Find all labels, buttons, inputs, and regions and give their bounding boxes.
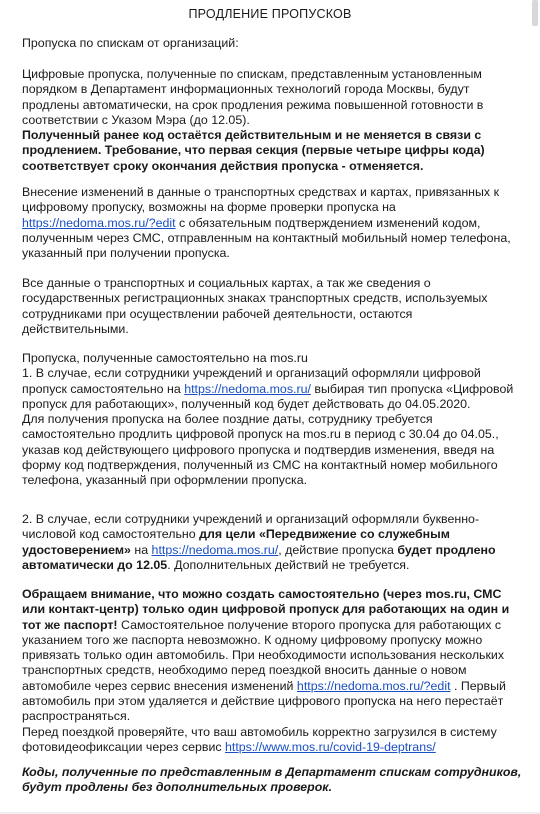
final-note — [22, 765, 522, 796]
paragraph-text: Для получения пропуска на более поздние даты, сотруднику требуется самостоятельно продлить цифровой пропуск на mos.ru в период с 30.04 до 04.05., указав код действующего цифрового пропуска и подтвердив изменения, введя на форму код подтверждения, полученный из СМС на контактный номер мобильного телефона, указанный при оформлении пропуска. — [22, 412, 499, 488]
section-self-passes — [22, 351, 522, 489]
bold-text: для цели «Передвижение со служебным удостоверением» — [22, 527, 450, 557]
paragraph — [22, 512, 522, 573]
deptrans-link[interactable]: https://www.mos.ru/covid-19-deptrans/ — [225, 739, 436, 754]
paragraph-text: выбирая тип пропуска «Цифровой пропуск для работающих», полученный код будет действовать до 04.05.2020. — [22, 381, 514, 411]
paragraph-text: с обязательным подтверждением изменений кодом, полученным через СМС, отправленным на контактный мобильный номер телефона, указанный при получении пропуска. — [22, 215, 511, 261]
nedoma-link[interactable]: https://nedoma.mos.ru/ — [151, 542, 279, 557]
paragraph — [22, 67, 522, 128]
bold-text: будет продлено автоматически до 12.05 — [22, 542, 496, 572]
paragraph — [22, 185, 522, 261]
page-title: ПРОДЛЕНИЕ ПРОПУСКОВ — [188, 7, 352, 21]
section-list-passes — [22, 36, 522, 51]
paragraph-text: Самостоятельное получение второго пропуска для работающих с указанием того же паспорта невозможно. К одному цифровому пропуску можно привязать только один автомобиль. При необходимости использования нескольких транспортных средств, необходимо перед поездкой вносить данные о новом автомобиле через сервис внесения изменений — [22, 617, 505, 693]
paragraph-text: Внесение изменений в данные о транспортных средствах и картах, привязанных к цифровому пропуску, возможны на форме проверки пропуска на — [22, 185, 499, 215]
bold-text: Полученный ранее код остаётся действительным и не меняется в связи с продлением. Требование, что первая секция (первые четыре цифры кода) соответствует сроку окончания действия пропуска - отменяется. — [22, 128, 485, 173]
nedoma-link[interactable]: https://nedoma.mos.ru/ — [184, 381, 311, 396]
edit-link[interactable]: https://nedoma.mos.ru/?edit — [22, 215, 176, 230]
edit-link[interactable]: https://nedoma.mos.ru/?edit — [296, 678, 451, 693]
paragraph-text: на — [130, 542, 152, 557]
paragraph-text: 1. В случае, если сотрудники учреждений и организаций оформляли цифровой пропуск самостоятельно на — [22, 366, 481, 396]
paragraph-text: Цифровые пропуска, полученные по спискам, представленным установленным порядком в Департамент информационных технологий города Москвы, будут продлены автоматически, на срок продления режима повышенной готовности в соответствии с Указом Мэра (до 12.05). — [22, 67, 484, 127]
paragraph-text: Перед поездкой проверяйте, что ваш автомобиль корректно загрузился в систему фотовидеофиксации через сервис — [22, 724, 497, 754]
paragraph-text: . Дополнительных действий не требуется. — [167, 557, 410, 572]
paragraph-text: 2. В случае, если сотрудники учреждений и организаций оформляли буквенно-числовой код самостоятельно — [22, 512, 480, 542]
paragraph-text: , действие пропуска — [278, 542, 398, 557]
italic-text: Коды, полученные по представленным в Департамент спискам сотрудников, будут продлены без дополнительных проверок. — [22, 765, 522, 795]
paragraph-text: . Первый автомобиль при этом удаляется и действие цифрового пропуска на него перестаёт распространяться. — [22, 678, 506, 724]
paragraph-text: Все данные о транспортных и социальных картах, а так же сведения о государственных регистрационных знаках транспортных средств, используемых сотрудниками при осуществлении рабочей деятельности, остаются действительными. — [22, 276, 488, 336]
paragraph-bold — [22, 128, 522, 174]
paragraph — [22, 276, 522, 337]
section-heading: Пропуска по спискам от организаций: — [22, 36, 239, 50]
notice-section — [22, 587, 522, 755]
section-heading: Пропуска, полученные самостоятельно на mos.ru — [22, 351, 308, 365]
bold-text: Обращаем внимание, что можно создать самостоятельно (через mos.ru, СМС или контакт-центр) только один цифровой пропуск для работающих на один и тот же паспорт! — [22, 587, 510, 632]
